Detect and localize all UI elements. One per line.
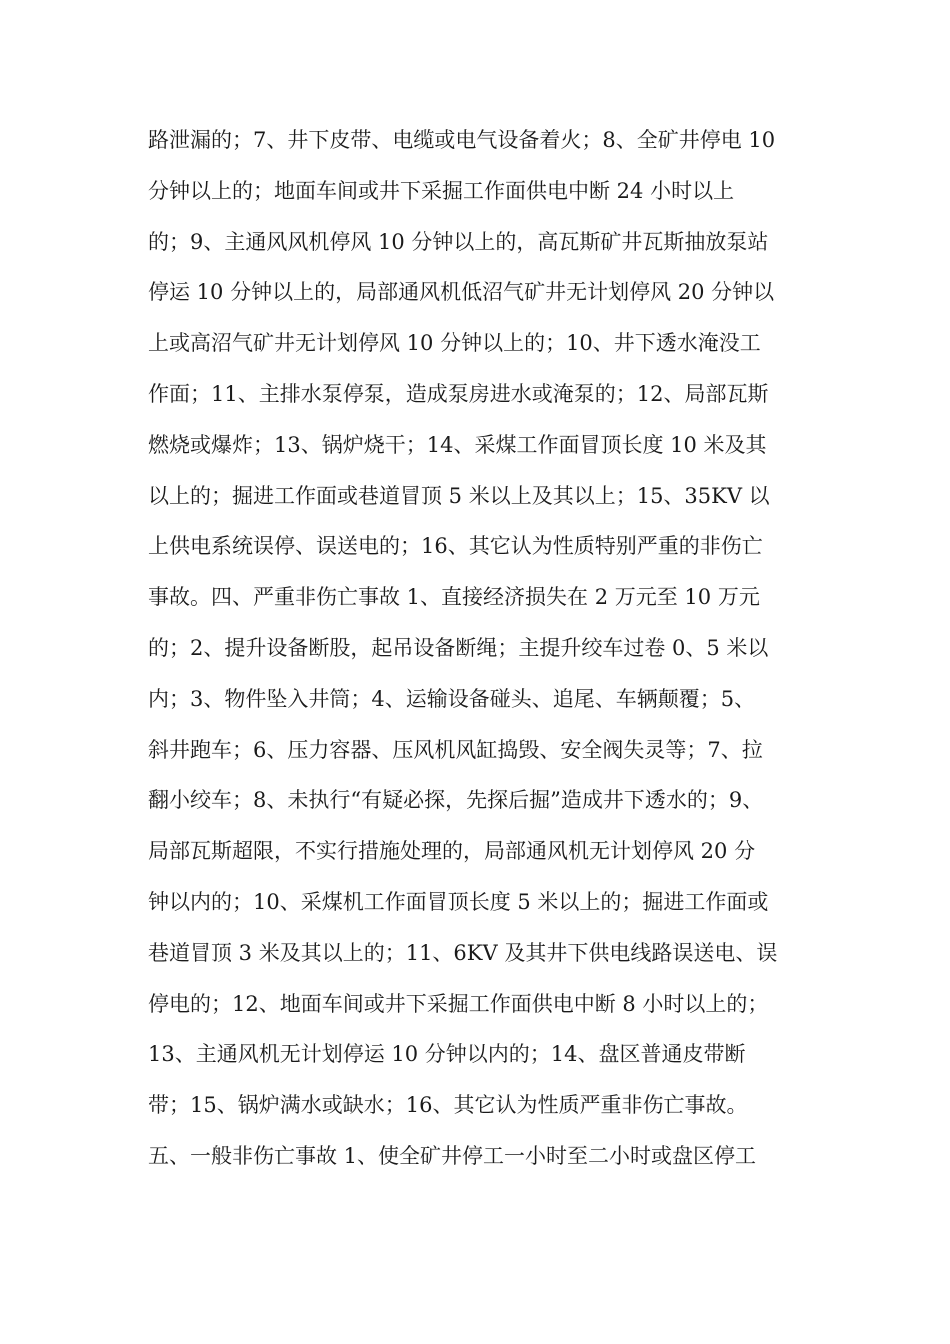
text-line: 路泄漏的；7、井下皮带、电缆或电气设备着火；8、全矿井停电 10 (148, 128, 776, 152)
text-line: 停电的；12、地面车间或井下采掘工作面供电中断 8 小时以上的； (148, 991, 769, 1016)
text-line: 事故。四、严重非伤亡事故 1、直接经济损失在 2 万元至 10 万元 (148, 585, 760, 610)
text-line: 内；3、物件坠入井筒；4、运输设备碰头、追尾、车辆颠覆；5、 (148, 686, 756, 711)
text-line: 上或高沼气矿井无计划停风 10 分钟以上的；10、井下透水淹没工 (148, 331, 761, 356)
text-line: 燃烧或爆炸；13、锅炉烧干；14、采煤工作面冒顶长度 10 米及其 (148, 432, 767, 457)
text-line: 作面；11、主排水泵停泵，造成泵房进水或淹泵的；12、局部瓦斯 (148, 381, 769, 406)
text-line: 巷道冒顶 3 米及其以上的；11、6KV 及其井下供电线路误送电、误 (148, 940, 778, 965)
text-line: 的；2、提升设备断股，起吊设备断绳；主提升绞车过卷 0、5 米以 (148, 635, 769, 660)
text-line: 钟以内的；10、采煤机工作面冒顶长度 5 米以上的；掘进工作面或 (148, 889, 769, 914)
text-line: 带；15、锅炉满水或缺水；16、其它认为性质严重非伤亡事故。 (148, 1093, 748, 1118)
text-line: 局部瓦斯超限，不实行措施处理的，局部通风机无计划停风 20 分 (148, 839, 756, 864)
text-line: 翻小绞车；8、未执行“有疑必探，先探后掘”造成井下透水的；9、 (148, 788, 764, 813)
text-line: 分钟以上的；地面车间或井下采掘工作面供电中断 24 小时以上 (148, 178, 735, 203)
text-line: 的；9、主通风风机停风 10 分钟以上的，高瓦斯矿井瓦斯抽放泵站 (148, 229, 769, 254)
text-line: 斜井跑车；6、压力容器、压风机风缸捣毁、安全阀失灵等；7、拉 (148, 737, 763, 762)
body-text (148, 115, 808, 1182)
text-line: 五、一般非伤亡事故 1、使全矿井停工一小时至二小时或盘区停工 (148, 1143, 757, 1168)
text-line: 上供电系统误停、误送电的；16、其它认为性质特别严重的非伤亡 (148, 534, 763, 559)
text-line: 以上的；掘进工作面或巷道冒顶 5 米以上及其以上；15、35KV 以 (148, 483, 770, 508)
text-line: 停运 10 分钟以上的，局部通风机低沼气矿井无计划停风 20 分钟以 (148, 280, 775, 305)
text-line: 13、主通风机无计划停运 10 分钟以内的；14、盘区普通皮带断 (148, 1042, 746, 1067)
